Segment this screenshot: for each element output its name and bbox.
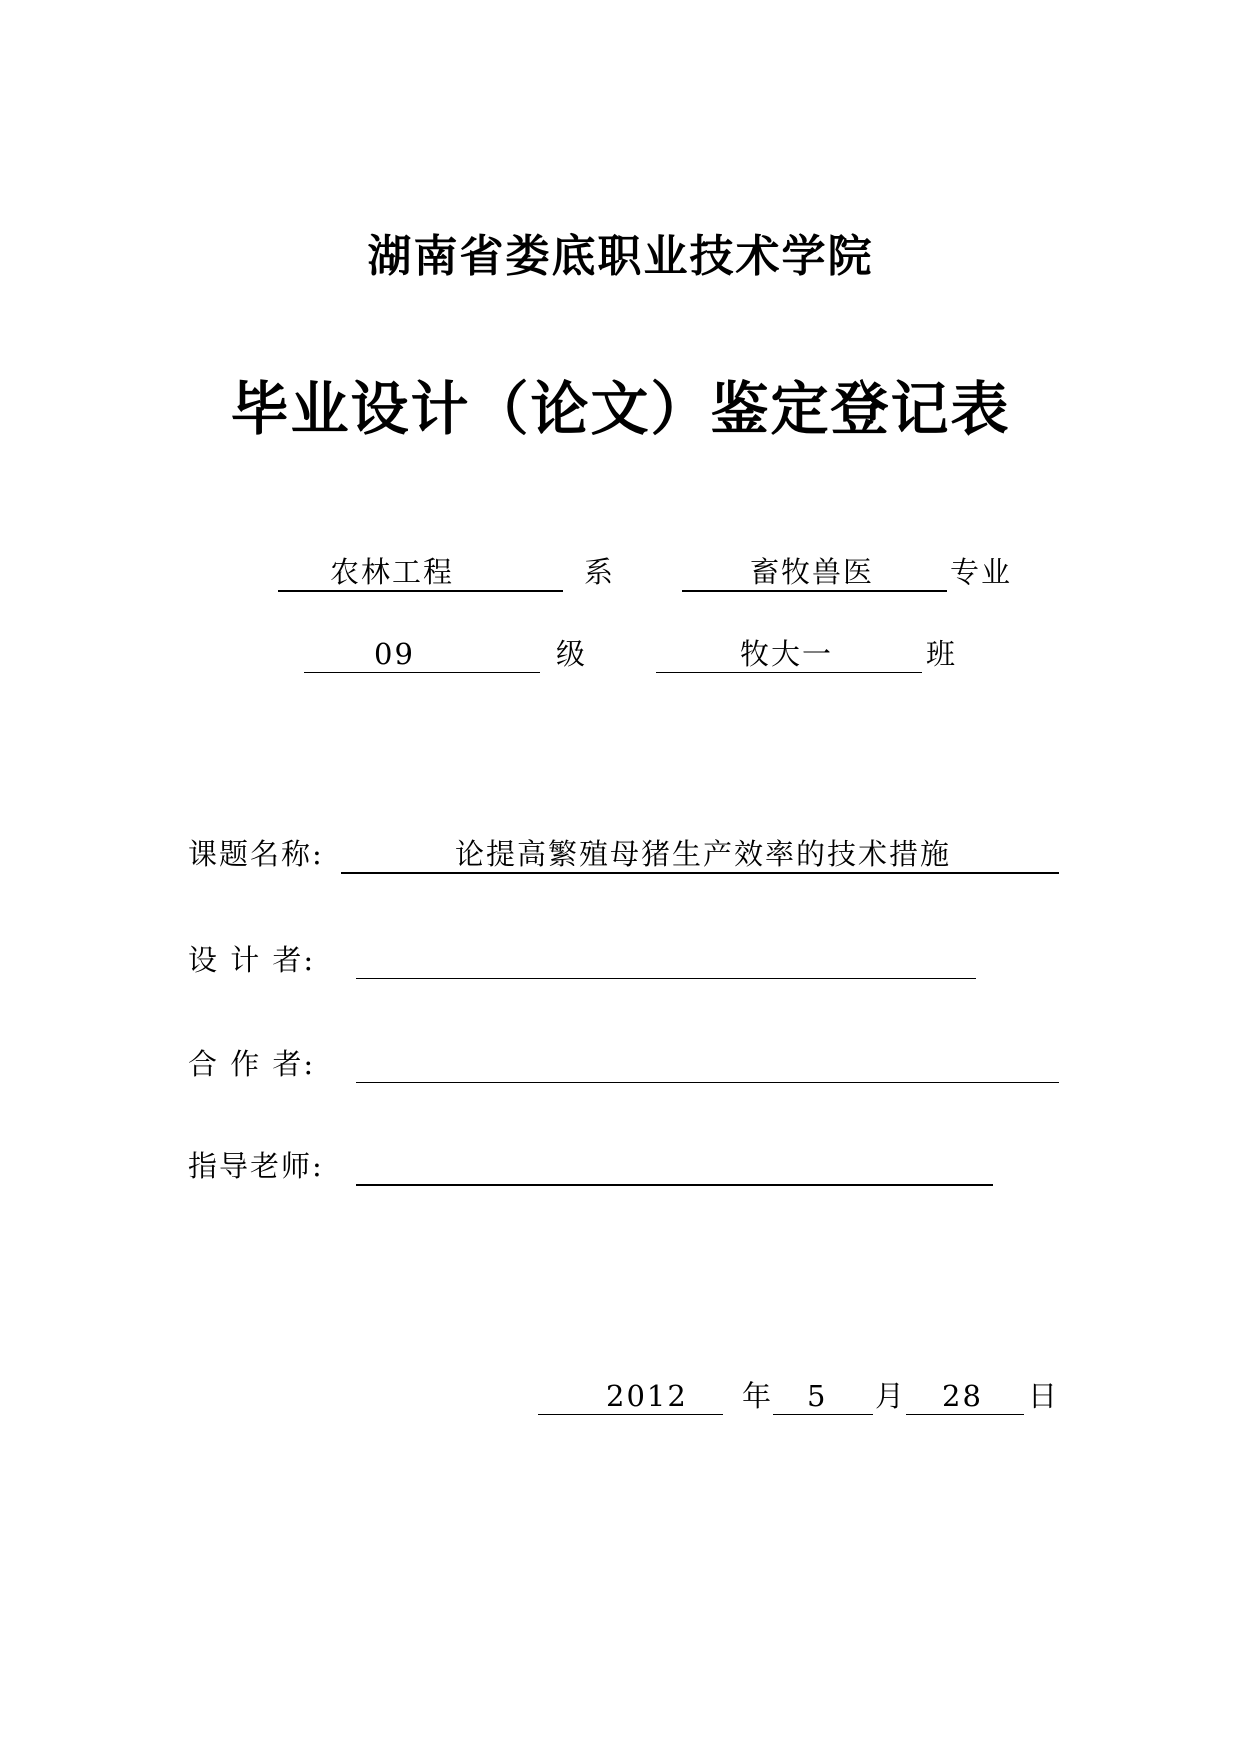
collaborator-label: 合 作 者: (188, 1047, 316, 1081)
grade-label: 级 (556, 637, 588, 671)
department-field[interactable] (278, 554, 563, 592)
class-label: 班 (926, 637, 958, 671)
major-field[interactable] (682, 554, 947, 592)
advisor-field[interactable] (356, 1148, 993, 1186)
topic-value: 论提高繁殖母猪生产效率的技术措施 (455, 837, 952, 871)
advisor-label: 指导老师: (188, 1149, 324, 1183)
topic-field[interactable] (341, 836, 1059, 874)
year-value: 2012 (606, 1379, 688, 1413)
department-label: 系 (584, 555, 616, 589)
day-field[interactable] (906, 1378, 1024, 1415)
major-value: 畜牧兽医 (750, 555, 875, 589)
topic-label: 课题名称: (188, 837, 324, 871)
major-label: 专业 (950, 555, 1013, 589)
month-field[interactable] (773, 1378, 873, 1415)
day-value: 28 (942, 1379, 983, 1413)
collaborator-field[interactable] (356, 1046, 1059, 1083)
department-value: 农林工程 (330, 555, 455, 589)
class-field[interactable] (656, 636, 922, 673)
institution-title: 湖南省娄底职业技术学院 (367, 231, 874, 282)
designer-field[interactable] (356, 942, 976, 979)
grade-field[interactable] (304, 636, 540, 673)
year-field[interactable] (538, 1378, 723, 1415)
month-value: 5 (807, 1379, 828, 1413)
year-label: 年 (742, 1379, 774, 1413)
day-label: 日 (1028, 1379, 1060, 1413)
grade-value: 09 (374, 637, 415, 671)
class-value: 牧大一 (740, 637, 834, 671)
form-title: 毕业设计（论文）鉴定登记表 (230, 375, 1011, 443)
month-label: 月 (875, 1379, 907, 1413)
designer-label: 设 计 者: (188, 943, 316, 977)
